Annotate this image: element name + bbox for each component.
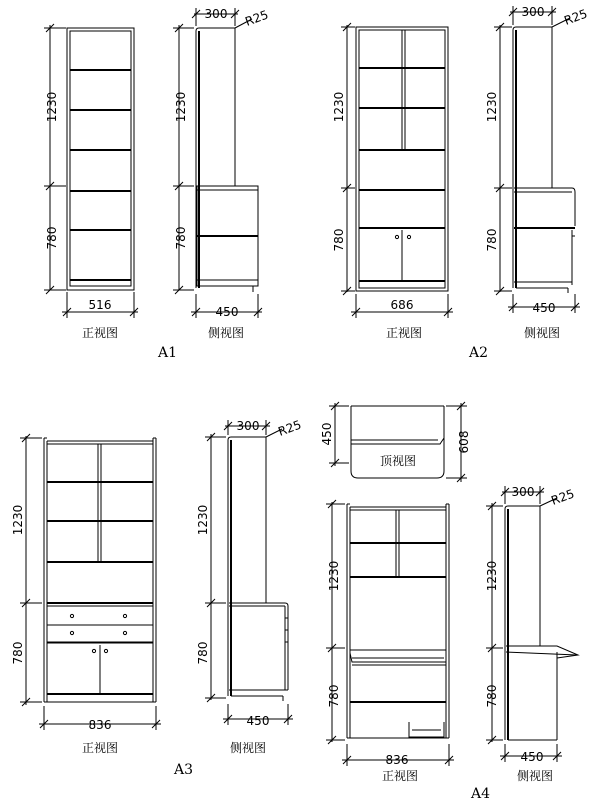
- a2-front-lower-height: 780: [332, 228, 346, 252]
- a3-front-lower-height: 780: [11, 641, 25, 665]
- a2-side-upper-height: 1230: [485, 91, 499, 123]
- a2-side-depth: 450: [532, 301, 556, 315]
- a4-front-view: [326, 500, 454, 783]
- a3-front-caption: 正视图: [81, 741, 119, 755]
- a1-front-view: [44, 24, 138, 340]
- label-a2: A2: [469, 345, 489, 361]
- a1-front-lower-height: 780: [45, 226, 59, 250]
- a2-side-lower-height: 780: [485, 228, 499, 252]
- a3-side-view: [196, 418, 303, 755]
- a1-side-upper-height: 1230: [174, 91, 188, 123]
- a3-side-upper-height: 1230: [196, 504, 210, 536]
- label-a4: A4: [471, 786, 491, 802]
- a4-top-depth-outer: 608: [457, 430, 471, 454]
- a4-side-depth: 450: [520, 750, 544, 764]
- a3-side-caption: 侧视图: [229, 741, 267, 755]
- a1-side-caption: 侧视图: [207, 326, 245, 340]
- a4-side-caption: 侧视图: [516, 769, 554, 783]
- a2-front-view: [332, 23, 453, 340]
- a1-side-top-depth: 300: [204, 7, 228, 21]
- a4-radius: R25: [549, 486, 577, 508]
- a3-side-lower-height: 780: [196, 641, 210, 665]
- a1-front-upper-height: 1230: [45, 91, 59, 123]
- a2-front-caption: 正视图: [385, 326, 423, 340]
- a4-front-lower-height: 780: [327, 684, 341, 708]
- a4-top-depth-inner: 450: [320, 422, 334, 446]
- a3-side-top-depth: 300: [236, 419, 260, 433]
- a1-side-view: [173, 7, 270, 340]
- label-a3: A3: [174, 762, 194, 778]
- a3-radius: R25: [276, 417, 304, 439]
- a1-side-lower-height: 780: [174, 226, 188, 250]
- a3-width-dim: 836: [88, 718, 112, 732]
- a4-side-lower-height: 780: [485, 684, 499, 708]
- a4-side-top-depth: 300: [511, 485, 535, 499]
- a2-width-dim: 686: [390, 298, 414, 312]
- a1-width-dim: 516: [88, 298, 112, 312]
- a2-front-upper-height: 1230: [332, 91, 346, 123]
- a4-front-caption: 正视图: [381, 769, 419, 783]
- a4-side-view: [485, 485, 578, 783]
- a1-side-depth: 450: [215, 305, 239, 319]
- a3-front-upper-height: 1230: [11, 504, 25, 536]
- a2-side-view: [485, 5, 589, 340]
- a2-side-caption: 侧视图: [523, 326, 561, 340]
- a3-side-depth: 450: [246, 714, 270, 728]
- a2-side-top-depth: 300: [521, 5, 545, 19]
- a4-top-view: [320, 402, 471, 482]
- a1-front-caption: 正视图: [81, 326, 119, 340]
- a4-side-upper-height: 1230: [485, 560, 499, 592]
- a4-width-dim: 836: [385, 753, 409, 767]
- a4-top-caption: 顶视图: [379, 454, 417, 468]
- a4-front-upper-height: 1230: [327, 560, 341, 592]
- a2-radius: R25: [562, 6, 590, 28]
- a3-front-view: [11, 434, 161, 755]
- label-a1: A1: [158, 345, 178, 361]
- a1-radius: R25: [243, 7, 271, 29]
